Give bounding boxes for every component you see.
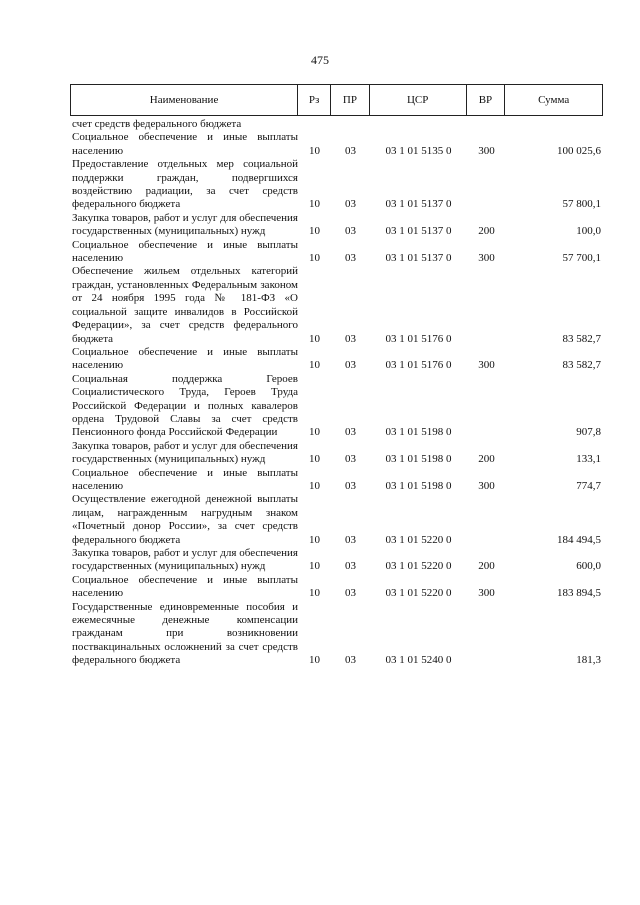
row-pr: 03 bbox=[345, 426, 356, 439]
row-rz: 10 bbox=[309, 252, 320, 265]
row-csr: 03 1 01 5220 0 bbox=[385, 587, 452, 600]
table-row bbox=[72, 493, 603, 547]
row-csr: 03 1 01 5198 0 bbox=[385, 453, 452, 466]
row-rz: 10 bbox=[309, 453, 320, 466]
table-body bbox=[72, 118, 603, 668]
row-csr: 03 1 01 5198 0 bbox=[385, 479, 452, 492]
row-pr: 03 bbox=[345, 359, 356, 372]
table-row bbox=[72, 239, 603, 266]
table-row bbox=[72, 440, 603, 467]
table-row bbox=[72, 346, 603, 373]
page-number: 475 bbox=[311, 53, 329, 67]
row-sum: 181,3 bbox=[576, 654, 601, 667]
row-sum: 83 582,7 bbox=[562, 332, 601, 345]
table-row bbox=[72, 547, 603, 574]
row-pr: 03 bbox=[345, 252, 356, 265]
row-name: Социальная поддержка Героев Социалистического Труда, Героев Труда Российской Федерации и полных кавалеров ордена Трудовой Славы за счет средств Пенсионного фонда Российской Федерации bbox=[72, 372, 298, 439]
row-pr: 03 bbox=[345, 332, 356, 345]
table-row bbox=[72, 265, 603, 345]
header-pr: ПР bbox=[331, 85, 370, 115]
row-name: Социальное обеспечение и иные выплаты населению bbox=[72, 573, 298, 600]
row-rz: 10 bbox=[309, 654, 320, 667]
table-row bbox=[72, 131, 603, 158]
row-name: Социальное обеспечение и иные выплаты населению bbox=[72, 238, 298, 265]
row-csr: 03 1 01 5176 0 bbox=[385, 359, 452, 372]
header-vr: ВР bbox=[467, 85, 506, 115]
header-csr: ЦСР bbox=[370, 85, 467, 115]
row-vr: 300 bbox=[478, 479, 495, 492]
row-vr: 300 bbox=[478, 359, 495, 372]
row-sum: 57 700,1 bbox=[562, 252, 601, 265]
row-vr: 300 bbox=[478, 252, 495, 265]
row-name: Социальное обеспечение и иные выплаты населению bbox=[72, 345, 298, 372]
row-pr: 03 bbox=[345, 198, 356, 211]
row-sum: 100,0 bbox=[576, 225, 601, 238]
row-rz: 10 bbox=[309, 144, 320, 157]
row-pr: 03 bbox=[345, 560, 356, 573]
row-rz: 10 bbox=[309, 332, 320, 345]
row-csr: 03 1 01 5198 0 bbox=[385, 426, 452, 439]
row-name: Закупка товаров, работ и услуг для обеспечения государственных (муниципальных) нужд bbox=[72, 439, 298, 466]
row-csr: 03 1 01 5137 0 bbox=[385, 225, 452, 238]
table-row bbox=[72, 574, 603, 601]
row-csr: 03 1 01 5220 0 bbox=[385, 533, 452, 546]
row-pr: 03 bbox=[345, 533, 356, 546]
row-pr: 03 bbox=[345, 654, 356, 667]
row-pr: 03 bbox=[345, 144, 356, 157]
row-sum: 57 800,1 bbox=[562, 198, 601, 211]
row-vr: 300 bbox=[478, 587, 495, 600]
row-csr: 03 1 01 5135 0 bbox=[385, 144, 452, 157]
table-row bbox=[72, 158, 603, 212]
header-rz: Рз bbox=[298, 85, 331, 115]
row-sum: 183 894,5 bbox=[557, 587, 601, 600]
row-name: Закупка товаров, работ и услуг для обеспечения государственных (муниципальных) нужд bbox=[72, 211, 298, 238]
row-csr: 03 1 01 5176 0 bbox=[385, 332, 452, 345]
row-name: счет средств федерального бюджета bbox=[72, 118, 242, 130]
row-name: Закупка товаров, работ и услуг для обеспечения государственных (муниципальных) нужд bbox=[72, 547, 298, 573]
row-name: Государственные единовременные пособия и ежемесячные денежные компенсации гражданам при возникновении поствакцинальных осложнений за счет средств федерального бюджета bbox=[72, 600, 298, 667]
row-rz: 10 bbox=[309, 359, 320, 372]
row-csr: 03 1 01 5137 0 bbox=[385, 252, 452, 265]
row-csr: 03 1 01 5220 0 bbox=[385, 560, 452, 573]
row-rz: 10 bbox=[309, 426, 320, 439]
row-rz: 10 bbox=[309, 479, 320, 492]
row-vr: 200 bbox=[478, 453, 495, 466]
row-sum: 100 025,6 bbox=[557, 144, 601, 157]
row-pr: 03 bbox=[345, 453, 356, 466]
row-name: Осуществление ежегодной денежной выплаты лицам, награжденным нагрудным знаком «Почетный донор России», за счет средств федерального бюджета bbox=[72, 493, 298, 546]
row-pr: 03 bbox=[345, 225, 356, 238]
table-row bbox=[72, 373, 603, 440]
row-sum: 600,0 bbox=[576, 560, 601, 573]
row-sum: 774,7 bbox=[576, 479, 601, 492]
row-rz: 10 bbox=[309, 198, 320, 211]
row-rz: 10 bbox=[309, 533, 320, 546]
row-name: Социальное обеспечение и иные выплаты населению bbox=[72, 466, 298, 492]
row-vr: 300 bbox=[478, 144, 495, 157]
row-sum: 133,1 bbox=[576, 453, 601, 466]
row-rz: 10 bbox=[309, 225, 320, 238]
row-pr: 03 bbox=[345, 587, 356, 600]
row-rz: 10 bbox=[309, 560, 320, 573]
table-row bbox=[72, 212, 603, 239]
row-name: Обеспечение жильем отдельных категорий граждан, установленных Федеральным законом от 24 ноября 1995 года № 181-ФЗ «О социальной защите инвалидов в Российской Федерации», за счет средств федерального бюджета bbox=[72, 265, 298, 345]
row-sum: 907,8 bbox=[576, 426, 601, 439]
row-sum: 184 494,5 bbox=[557, 533, 601, 546]
header-name: Наименование bbox=[71, 85, 298, 115]
table-header bbox=[70, 84, 603, 116]
table-row bbox=[72, 118, 603, 131]
header-sum: Сумма bbox=[538, 94, 570, 106]
row-name: Социальное обеспечение и иные выплаты населению bbox=[72, 131, 298, 157]
table-row bbox=[72, 601, 603, 668]
row-name: Предоставление отдельных мер социальной поддержки граждан, подвергшихся воздействию радиации, за счет средств федерального бюджета bbox=[72, 158, 298, 211]
row-csr: 03 1 01 5137 0 bbox=[385, 198, 452, 211]
table-row bbox=[72, 467, 603, 494]
row-sum: 83 582,7 bbox=[562, 359, 601, 372]
row-rz: 10 bbox=[309, 587, 320, 600]
row-csr: 03 1 01 5240 0 bbox=[385, 654, 452, 667]
row-vr: 200 bbox=[478, 560, 495, 573]
row-vr: 200 bbox=[478, 225, 495, 238]
row-pr: 03 bbox=[345, 479, 356, 492]
